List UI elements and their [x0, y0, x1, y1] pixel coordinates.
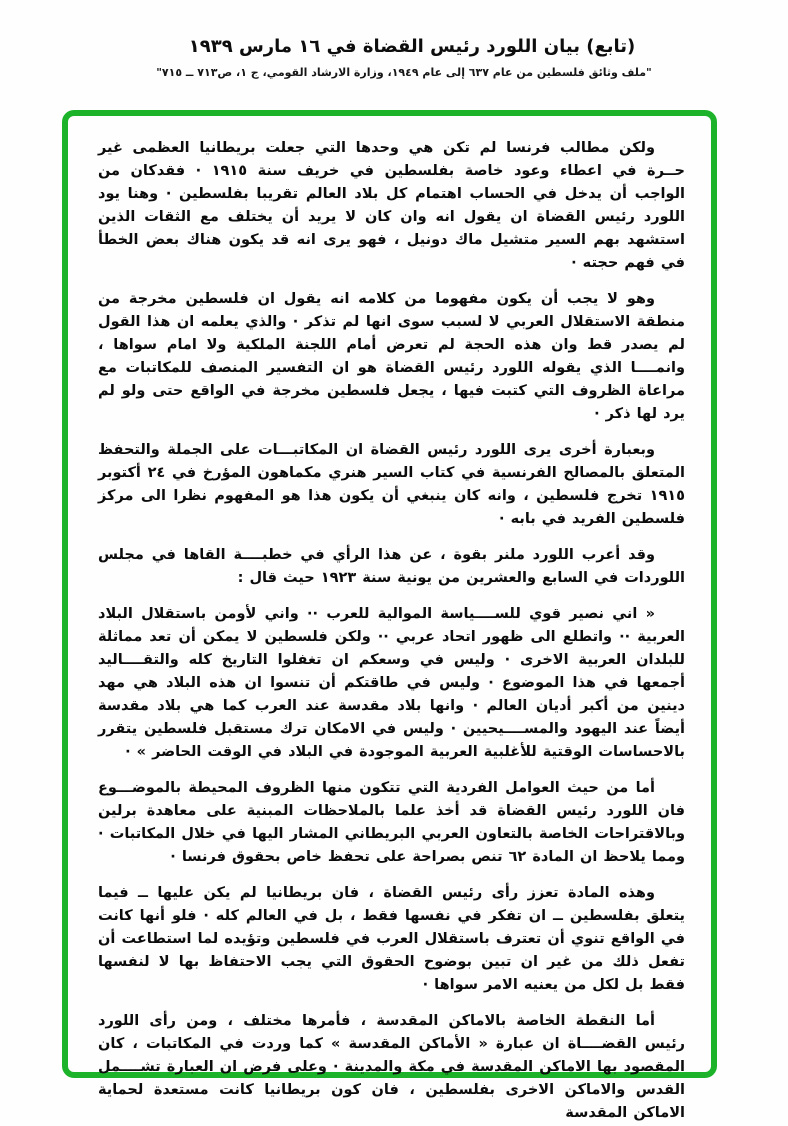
page-subtitle: "ملف وثائق فلسطين من عام ٦٣٧ إلى عام ١٩٤٩، وزارة الارشاد القومي، ج ١، ص٧١٣ ــ ٧١٥" — [156, 66, 652, 79]
paragraph: وهو لا يجب أن يكون مفهوما من كلامه انه يقول ان فلسطين مخرجة من منطقة الاستقلال العربي لا لسبب سوى انها لم تذكر · والذي يعلمه ان هذا القول لم يصدر قط وان هذه الحجة لم تعرض أمام اللجنة الملكية ولا امام سواها ، وانمــــا الذي يقوله اللورد رئيس القضاة هو ان التفسير المنصف للمكاتبات مع مراعاة الظروف التي كتبت فيها ، يجعل فلسطين مخرجة في الواقع حتى ولو لم يرد لها ذكر · — [98, 291, 685, 422]
paragraph-quote: « اني نصير قوي للســــياسة الموالية للعرب ·· واني لأومن باستقلال البلاد العربية ·· واتطلع الى ظهور اتحاد عربي ·· ولكن فلسطين لا يمكن أن تعد مماثلة للبلدان العربية الاخرى · وليس في وسعكم ان تغفلوا التاريخ كله والتقــــاليد أجمعها في هذا الموضوع · وليس في طاقتكم أن تنسوا ان هذه البلاد هي مهد دينين من أكبر أديان العالم · وانها بلاد مقدسة عند العرب كما هي بلاد مقدسة أيضاً عند اليهود والمســــيحيين · وليس في الامكان ترك مستقبل فلسطين يتقرر بالاحساسات الوقتية للأغلبية العربية الموجودة في البلاد في الوقت الحاضر » · — [98, 606, 685, 760]
document-header — [0, 36, 788, 79]
paragraph: أما من حيث العوامل الفردية التي تتكون منها الظروف المحيطة بالموضـــوع فان اللورد رئيس القضاة قد أخذ علما بالملاحظات المبنية على معاهدة برلين وبالاقتراحات الخاصة بالتعاون العربي البريطاني المشار اليها في خلال المكاتبات · ومما يلاحظ ان المادة ٦٢ تنص بصراحة على تحفظ خاص بحقوق فرنسا · — [98, 780, 685, 865]
page-title: (تابع) بيان اللورد رئيس القضاة في ١٦ مارس ١٩٣٩ — [188, 36, 636, 57]
paragraph: وقد أعرب اللورد ملنر بقوة ، عن هذا الرأي في خطبــــة القاها في مجلس اللوردات في السابع والعشرين من يونية سنة ١٩٢٣ حيث قال : — [98, 547, 685, 586]
paragraph: وهذه المادة تعزز رأى رئيس القضاة ، فان بريطانيا لم يكن عليها ــ فيما يتعلق بفلسطين ــ ان تفكر في نفسها فقط ، بل في العالم كله · فلو أنها كانت في الواقع تنوي أن تعترف باستقلال العرب في فلسطين وتؤيده لما استطاعت أن تفعل ذلك من غير ان تبين بوضوح الحقوق التي يجب الاحتفاظ بها لا لنفسها فقط بل لكل من يعنيه الامر سواها · — [98, 885, 685, 993]
paragraph: ولكن مطالب فرنسا لم تكن هي وحدها التي جعلت بريطانيا العظمى غير حــرة في اعطاء وعود خاصة بفلسطين في خريف سنة ١٩١٥ · فقدكان من الواجب أن يدخل في الحساب اهتمام كل بلاد العالم تقريبا بفلسطين · وهنا يود اللورد رئيس القضاة ان يقول انه وان كان لا يريد أن يختلف مع الثقات الذين استشهد بهم السير متشيل ماك دونيل ، فهو يرى انه قد يكون هناك بعض الخطأ في فهم حجته · — [98, 140, 685, 271]
green-border-frame — [62, 110, 717, 1121]
paragraph: وبعبارة أخرى يرى اللورد رئيس القضاة ان المكاتبـــات على الجملة والتحفظ المتعلق بالمصالح الفرنسية في كتاب السير هنري مكماهون المؤرخ في ٢٤ أكتوبر ١٩١٥ تخرج فلسطين ، وانه كان ينبغي أن يكون هذا هو المفهوم نظرا الى مركز فلسطين الفريد في بابه · — [98, 442, 685, 527]
paragraph: أما النقطة الخاصة بالاماكن المقدسة ، فأمرها مختلف ، ومن رأى اللورد رئيس القضــــاة ان عبارة « الأماكن المقدسة » كما وردت في المكاتبات ، كان المقصود بها الاماكن المقدسة في مكة والمدينة · وعلى فرض ان العبارة تشــــمل القدس والاماكن الاخرى بفلسطين ، فان كون بريطانيا كانت مستعدة لحماية الاماكن المقدسة — [98, 1013, 685, 1121]
document-body — [68, 116, 711, 1125]
